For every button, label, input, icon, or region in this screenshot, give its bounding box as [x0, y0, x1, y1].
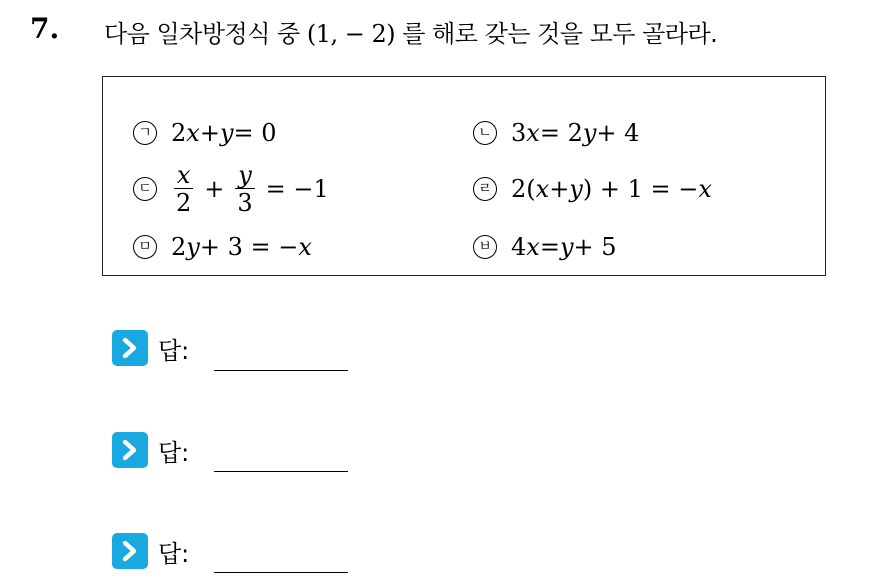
- question-point: (1, − 2): [306, 20, 396, 48]
- choice-2: [473, 113, 639, 153]
- question-text: [104, 14, 717, 49]
- answer-row-3: [112, 533, 189, 569]
- choice-expression: 3 x = 2 y + 4: [511, 119, 640, 147]
- choice-marker-mieum: ㅁ: [133, 235, 157, 259]
- choice-4: [473, 169, 712, 209]
- answer-label: 답:: [158, 336, 190, 365]
- question-text-after: 를 해로 갖는 것을 모두 골라라.: [402, 20, 718, 48]
- choice-expression: 2( x + y ) + 1 = − x: [511, 175, 712, 203]
- choice-1: [133, 113, 277, 153]
- question-number: 7.: [30, 12, 60, 45]
- answer-label: 답:: [158, 539, 190, 568]
- answer-blank-2[interactable]: [214, 471, 348, 472]
- fraction: [235, 162, 254, 217]
- fraction-denominator: 2: [176, 188, 192, 217]
- choice-marker-nieun: ㄴ: [473, 121, 497, 145]
- answer-label: 답:: [158, 438, 190, 467]
- arrow-icon: [112, 330, 148, 366]
- choice-3: [133, 160, 329, 217]
- fraction: [174, 162, 193, 217]
- arrow-icon: [112, 533, 148, 569]
- choice-expression: 4 x = y + 5: [511, 233, 617, 261]
- answer-blank-3[interactable]: [214, 572, 348, 573]
- answer-row-2: [112, 432, 189, 468]
- choice-expression: [171, 162, 329, 217]
- choice-expression: 2 y + 3 = − x: [171, 233, 312, 261]
- fraction-denominator: 3: [237, 188, 253, 217]
- choice-marker-digeut: ㄷ: [133, 177, 157, 201]
- operator: +: [204, 175, 225, 203]
- choice-box: [102, 76, 826, 276]
- choice-marker-giyeok: ㄱ: [133, 121, 157, 145]
- choice-marker-rieul: ㄹ: [473, 177, 497, 201]
- answer-row-1: [112, 330, 189, 366]
- fraction-numerator: y: [238, 160, 252, 189]
- arrow-icon: [112, 432, 148, 468]
- equation-rhs: = −1: [265, 175, 329, 203]
- choice-marker-bieup: ㅂ: [473, 235, 497, 259]
- choice-expression: 2 x + y = 0: [171, 119, 277, 147]
- fraction-numerator: x: [176, 160, 191, 189]
- choice-5: [133, 227, 312, 267]
- question-text-before: 다음 일차방정식 중: [104, 20, 300, 48]
- choice-6: [473, 227, 617, 267]
- answer-blank-1[interactable]: [214, 370, 348, 371]
